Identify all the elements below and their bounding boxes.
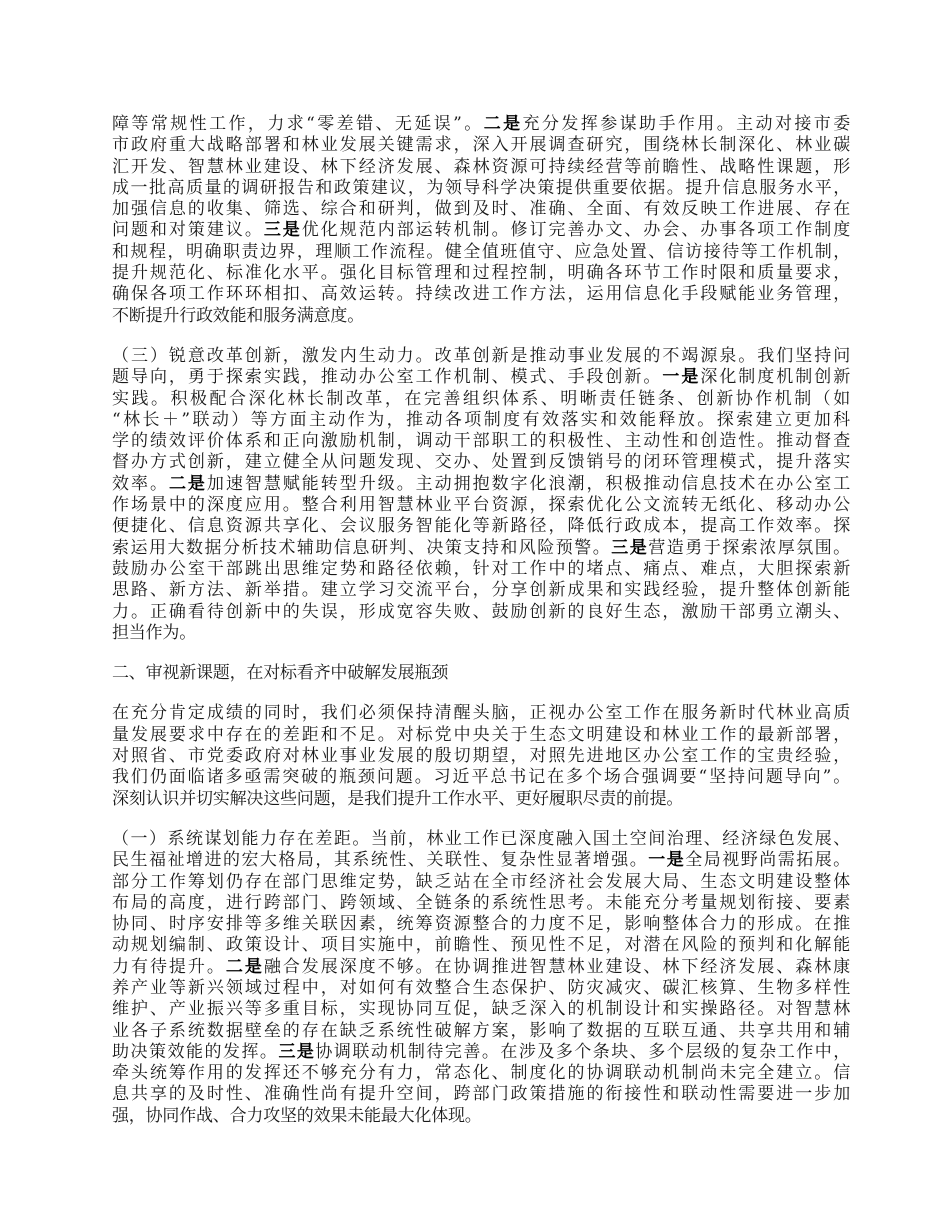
text-run: 作场景中的深度应用。整合利用智慧林业平台资源，探索优化公文流转无纸化、移动办公 (112, 495, 850, 516)
text-line (112, 367, 850, 388)
emphasis-marker: 二是 (225, 956, 264, 977)
text-line (112, 263, 850, 284)
text-run: 营造勇于探索浓厚氛围。 (648, 537, 850, 558)
text-run: 便捷化、信息资源共享化、会议服务智能化等新路径，降低行政成本，提高工作效率。探 (112, 516, 850, 537)
text-line (112, 746, 850, 767)
text-run: 业各子系统数据壁垒的存在缺乏系统性破解方案，影响了数据的互联互通、共享共用和辅 (112, 1020, 850, 1041)
text-line (112, 663, 850, 684)
text-run: （一）系统谋划能力存在差距。当前，林业工作已深度融入国土空间治理、经济绿色发展、 (112, 828, 850, 849)
text-line (112, 114, 850, 135)
text-run: 提升规范化、标准化水平。强化目标管理和过程控制，明确各环节工作时限和质量要求， (112, 263, 850, 284)
text-run: 障等常规性工作，力求“零差错、无延误”。 (112, 114, 484, 134)
text-line (112, 474, 850, 495)
text-line (112, 431, 850, 452)
text-run: 养产业等新兴领域过程中，对如何有效整合生态保护、防灾减灾、碳汇核算、生物多样性 (112, 977, 850, 998)
text-line (112, 914, 850, 935)
text-run: 题导向，勇于探索实践，推动办公室工作机制、模式、手段创新。 (112, 367, 663, 388)
text-line (112, 935, 850, 956)
text-run: 牵头统筹作用的发挥还不够充分有力，常态化、制度化的协调联动机制尚未完全建立。信 (112, 1063, 850, 1084)
text-run: 对照省、市党委政府对林业事业发展的殷切期望，对照先进地区办公室工作的宝贵经验， (112, 746, 850, 767)
text-line (112, 135, 850, 156)
text-run: 问题和对策建议。 (112, 220, 264, 241)
text-run: 索运用大数据分析技术辅助信息研判、决策支持和风险预警。 (112, 537, 612, 558)
text-run: 协调联动机制待完善。在涉及多个条块、多个层级的复杂工作中， (315, 1041, 850, 1062)
text-line (112, 1106, 850, 1127)
text-line (112, 872, 850, 893)
text-line (112, 602, 850, 623)
text-run: 市政府重大战略部署和林业发展关键需求，深入开展调查研究，围绕林长制深化、林业碳 (112, 135, 850, 156)
text-run: 民生福祉增进的宏大格局，其系统性、关联性、复杂性显著增强。 (112, 850, 649, 871)
text-line (112, 306, 850, 327)
text-run: 鼓励办公室干部跳出思维定势和路径依赖，针对工作中的堵点、痛点、难点，大胆探索新 (112, 558, 850, 579)
text-line (112, 999, 850, 1020)
text-line (112, 1021, 850, 1042)
text-run: 维护、产业振兴等多重目标，实现协同互促，缺乏深入的机制设计和实操路径。对智慧林 (112, 999, 850, 1020)
text-line (112, 725, 850, 746)
text-run: 确保各项工作环环相扣、高效运转。持续改进工作方法，运用信息化手段赋能业务管理， (112, 284, 850, 305)
text-run: 和规程，明确职责边界，理顺工作流程。健全值班值守、应急处置、信访接待等工作机制， (112, 241, 850, 262)
text-line (112, 767, 850, 788)
text-line (112, 242, 850, 263)
text-line (112, 957, 850, 978)
text-run: 在充分肯定成绩的同时，我们必须保持清醒头脑，正视办公室工作在服务新时代林业高质 (112, 703, 850, 724)
emphasis-marker: 三是 (263, 220, 302, 241)
body-paragraph (112, 114, 850, 327)
text-line (112, 623, 850, 644)
text-run: 加强信息的收集、筛选、综合和研判，做到及时、准确、全面、有效反映工作进展、存在 (112, 199, 850, 220)
text-run: （三）锐意改革创新，激发内生动力。改革创新是推动事业发展的不竭源泉。我们坚持问 (112, 345, 850, 366)
text-run: 部分工作筹划仍存在部门思维定势，缺乏站在全市经济社会发展大局、生态文明建设整体 (112, 871, 850, 892)
emphasis-marker: 三是 (611, 537, 649, 558)
text-line (112, 1042, 850, 1063)
text-line (112, 538, 850, 559)
text-run: 优化规范内部运转机制。修订完善办文、办会、办事各项工作制度 (301, 220, 850, 241)
text-run: 思路、新方法、新举措。建立学习交流平台，分享创新成果和实践经验，提升整体创新能 (112, 580, 850, 601)
text-line (112, 703, 850, 724)
text-run: 强，协同作战、合力攻坚的效果未能最大化体现。 (112, 1105, 482, 1126)
text-run: 实践。积极配合深化林长制改革，在完善组织体系、明晰责任链条、创新协作机制（如 (112, 388, 850, 409)
text-run: 协同、时序安排等多维关联因素，统筹资源整合的力度不足，影响整体合力的形成。在推 (112, 914, 850, 935)
text-line (112, 495, 850, 516)
text-run: 深化制度机制创新 (700, 367, 850, 388)
text-line (112, 559, 850, 580)
text-run: 量发展要求中存在的差距和不足。对标党中央关于生态文明建设和林业工作的最新部署， (112, 724, 850, 745)
text-run: 息共享的及时性、准确性尚有提升空间，跨部门政策措施的衔接性和联动性需要进一步加 (112, 1084, 850, 1105)
text-run: 成一批高质量的调研报告和政策建议，为领导科学决策提供重要依据。提升信息服务水平， (112, 177, 850, 198)
text-line (112, 220, 850, 241)
text-line (112, 1084, 850, 1105)
text-run: 二、审视新课题，在对标看齐中破解发展瓶颈 (112, 663, 448, 684)
text-run: 学的绩效评价体系和正向激励机制，调动干部职工的积极性、主动性和创造性。推动督查 (112, 431, 850, 452)
text-run: “林长＋”联动）等方面主动作为，推动各项制度有效落实和效能释放。探索建立更加科 (112, 409, 850, 430)
section-heading (112, 663, 850, 684)
text-run: 力有待提升。 (112, 956, 226, 977)
text-line (112, 1063, 850, 1084)
text-line (112, 178, 850, 199)
text-line (112, 389, 850, 410)
text-line (112, 978, 850, 999)
text-run: 督办方式创新，建立健全从问题发现、交办、处置到反馈销号的闭环管理模式，提升落实 (112, 452, 850, 473)
emphasis-marker: 二是 (483, 114, 523, 134)
emphasis-marker: 三是 (278, 1041, 316, 1062)
body-paragraph (112, 703, 850, 809)
text-line (112, 850, 850, 871)
text-run: 不断提升行政效能和服务满意度。 (112, 305, 364, 326)
body-paragraph (112, 346, 850, 644)
text-line (112, 516, 850, 537)
text-run: 担当作为。 (112, 622, 196, 643)
text-run: 融合发展深度不够。在协调推进智慧林业建设、林下经济发展、森林康 (263, 956, 850, 977)
text-line (112, 452, 850, 473)
text-run: 我们仍面临诸多亟需突破的瓶颈问题。习近平总书记在多个场合强调要“坚持问题导向”。 (112, 767, 850, 788)
text-run: 动规划编制、政策设计、项目实施中，前瞻性、预见性不足，对潜在风险的预判和化解能 (112, 935, 850, 956)
text-line (112, 789, 850, 810)
emphasis-marker: 二是 (168, 473, 207, 494)
text-line (112, 893, 850, 914)
text-run: 深刻认识并切实解决这些问题，是我们提升工作水平、更好履职尽责的前提。 (112, 788, 684, 809)
text-line (112, 199, 850, 220)
text-line (112, 580, 850, 601)
body-paragraph (112, 829, 850, 1127)
text-run: 充分发挥参谋助手作用。主动对接市委 (522, 114, 850, 134)
text-line (112, 157, 850, 178)
emphasis-marker: 一是 (648, 850, 686, 871)
text-line (112, 410, 850, 431)
text-run: 布局的高度，进行跨部门、跨领域、全链条的系统性思考。未能充分考量规划衔接、要素 (112, 892, 850, 913)
document-page (112, 114, 850, 1146)
text-run: 助决策效能的发挥。 (112, 1041, 279, 1062)
text-run: 汇开发、智慧林业建设、林下经济发展、森林资源可持续经营等前瞻性、战略性课题，形 (112, 156, 850, 177)
text-run: 力。正确看待创新中的失误，形成宽容失败、鼓励创新的良好生态，激励干部勇立潮头、 (112, 601, 850, 622)
text-run: 效率。 (112, 473, 169, 494)
emphasis-marker: 一是 (662, 367, 701, 388)
text-line (112, 346, 850, 367)
text-line (112, 829, 850, 850)
text-run: 加速智慧赋能转型升级。主动拥抱数字化浪潮，积极推动信息技术在办公室工 (206, 473, 850, 494)
text-run: 全局视野尚需拓展。 (685, 850, 850, 871)
text-line (112, 284, 850, 305)
